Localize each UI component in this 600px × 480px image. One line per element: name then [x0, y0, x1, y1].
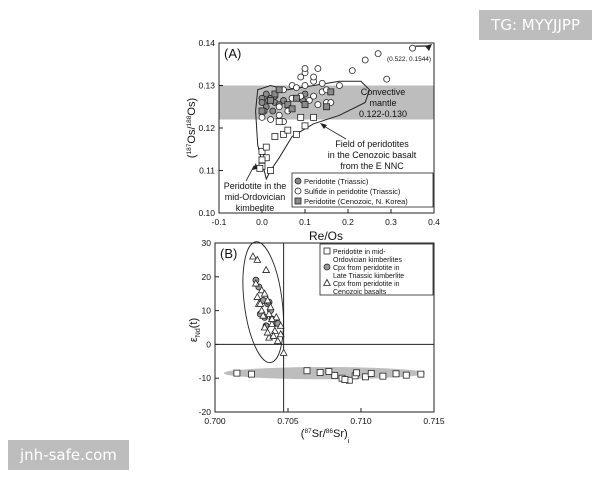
data-point: [324, 104, 330, 110]
panel-b-legend: [320, 244, 433, 296]
data-point: [263, 267, 270, 273]
x-label-part: Sr): [332, 428, 348, 440]
offscale-point: [410, 45, 416, 51]
data-point: [293, 95, 299, 101]
data-point: [328, 89, 334, 95]
data-point: [368, 370, 374, 376]
kimberlite-label-line: mid-Ordovician: [224, 192, 286, 202]
watermark-top-right: TG: MYYJJPP: [479, 10, 592, 40]
data-point: [259, 114, 265, 120]
data-point: [317, 369, 323, 375]
field-leader-arrowhead: [320, 123, 327, 129]
panel-a-x-tick-label: 0.0: [256, 217, 268, 227]
panel-b-y-axis-label: [188, 318, 202, 342]
data-point: [276, 87, 282, 93]
data-point: [289, 106, 295, 112]
data-point: [280, 349, 287, 355]
x-label-part: i: [347, 438, 350, 445]
panel-b-y-tick-label: 30: [201, 238, 211, 248]
panel-a-x-axis-label: Re/Os: [308, 229, 344, 243]
panel-a-y-tick-label: 0.14: [198, 38, 215, 48]
y-label-part: (: [186, 154, 198, 159]
data-point: [293, 131, 299, 137]
panel-a-y-tick-label: 0.10: [198, 208, 215, 218]
field-label-line: in the Cenozoic basalt: [327, 150, 417, 160]
offscale-arrowhead: [425, 44, 432, 51]
panel-a-y-tick-label: 0.12: [198, 123, 215, 133]
data-point: [311, 93, 317, 99]
legend-label-line: Peridotite in mid-: [333, 249, 386, 256]
panel-a-x-tick-label: 0.4: [428, 217, 440, 227]
watermark-bottom-left: jnh-safe.com: [8, 440, 129, 470]
x-label-part: 87: [304, 428, 312, 435]
panel-a-y-tick-label: 0.11: [199, 165, 215, 176]
legend-label-line: Late Triassic kimberlite: [333, 273, 405, 280]
band-label-line: Convective: [360, 87, 406, 97]
y-label-part: 188: [186, 115, 193, 127]
data-point: [342, 377, 348, 383]
panel-a-x-tick-label: 0.1: [299, 217, 311, 227]
panel-b-y-tick-label: 10: [201, 305, 211, 316]
y-label-part: ε: [188, 337, 200, 343]
legend-marker: [324, 264, 330, 270]
data-point: [270, 108, 276, 114]
legend-marker: [295, 178, 301, 184]
y-label-part: Nd: [195, 328, 202, 338]
legend-label-line: Cpx from peridotite in: [333, 265, 400, 272]
data-point: [293, 85, 299, 91]
panel-b-y-tick-label: 20: [201, 271, 211, 282]
data-point: [272, 134, 278, 140]
data-point: [304, 368, 310, 374]
panel-a-legend: [292, 173, 433, 207]
field-leader-line: [322, 125, 346, 139]
x-label-part: 86: [325, 428, 333, 435]
data-point: [311, 74, 317, 80]
panel-a-label: (A): [224, 46, 242, 61]
legend-marker: [295, 188, 301, 194]
data-point: [302, 102, 308, 108]
data-point: [362, 374, 368, 380]
data-point: [259, 108, 265, 114]
panel-a-x-tick-label: 0.3: [385, 217, 397, 227]
data-point: [349, 68, 355, 74]
data-point: [258, 307, 265, 313]
data-point: [336, 83, 342, 89]
panel-a-y-axis-label: [186, 98, 198, 158]
data-point: [315, 66, 321, 72]
panel-b-label: (B): [220, 246, 238, 261]
data-point: [276, 119, 282, 125]
data-point: [311, 114, 317, 120]
data-point: [319, 80, 325, 86]
data-point: [259, 157, 265, 163]
x-label-part: Sr/: [311, 428, 326, 440]
panel-a-y-tick-label: 0.13: [198, 80, 215, 91]
data-point: [380, 373, 386, 379]
legend-marker: [295, 198, 301, 204]
y-label-part: 187: [186, 143, 193, 155]
data-point: [249, 371, 255, 377]
panel-a: [186, 38, 440, 243]
offscale-point-label: (0.522, 0.1544): [387, 56, 432, 63]
panel-b-y-tick-label: -20: [198, 407, 211, 417]
field-label-line: from the E NNC: [340, 161, 404, 171]
panel-b-y-tick-label: -10: [198, 373, 211, 384]
kimberlite-label-line: kimberlite: [235, 203, 275, 213]
data-point: [285, 127, 291, 133]
data-point: [384, 76, 390, 82]
data-point: [234, 370, 240, 376]
data-point: [276, 104, 282, 110]
data-point: [302, 123, 308, 129]
x-label-part: (: [300, 428, 305, 440]
legend-marker: [324, 248, 330, 254]
data-point: [298, 114, 304, 120]
legend-label-line: Cenozoic basalts: [333, 289, 387, 296]
data-point: [268, 117, 274, 123]
data-point: [276, 112, 282, 118]
panel-b-y-tick-label: 0: [206, 339, 211, 350]
kimberlite-label-line: Peridotite in the: [223, 181, 287, 191]
data-point: [332, 372, 338, 378]
legend-label: Peridotite (Cenozoic, N. Korea): [304, 197, 408, 206]
y-label-part: Os): [186, 97, 198, 116]
data-point: [326, 368, 332, 374]
data-point: [354, 370, 360, 376]
panel-b-x-tick-label: 0.700: [204, 416, 226, 426]
panel-b-x-tick-label: 0.705: [277, 416, 299, 426]
y-label-part: Os/: [186, 126, 198, 144]
data-point: [263, 144, 269, 150]
band-label-line: mantle: [369, 98, 397, 108]
data-point: [268, 97, 274, 103]
data-point: [315, 102, 321, 108]
y-label-part: (t): [188, 317, 200, 329]
band-label-line: 0.122-0.130: [358, 109, 408, 119]
data-point: [418, 371, 424, 377]
data-point: [250, 253, 257, 259]
data-point: [393, 371, 399, 377]
legend-label: Peridotite (Triassic): [304, 177, 369, 186]
kimberlite-leader-arrowhead: [252, 163, 257, 170]
kimberlite-label: [224, 163, 287, 213]
panel-b-x-tick-label: 0.715: [423, 416, 445, 426]
data-point: [268, 168, 274, 174]
field-label: [320, 123, 417, 171]
kimberlite-leader-line: [246, 166, 254, 181]
data-point: [257, 165, 263, 171]
data-point: [375, 51, 381, 57]
panel-b: [188, 238, 445, 445]
panel-a-x-tick-label: 0.2: [342, 217, 354, 227]
data-point: [403, 372, 409, 378]
data-point: [302, 66, 308, 72]
legend-label-line: Cpx from peridotite in: [333, 281, 400, 288]
data-point: [298, 74, 304, 80]
data-point: [362, 57, 368, 63]
legend-label: Sulfide in peridotite (Triassic): [304, 187, 401, 196]
legend-label-line: Ordovician kimberlites: [333, 257, 402, 264]
data-point: [254, 294, 261, 300]
panel-b-x-tick-label: 0.710: [350, 416, 372, 426]
field-label-line: Field of peridotites: [335, 139, 409, 149]
panel-b-x-axis-label: [301, 428, 350, 445]
data-point: [302, 83, 308, 89]
panel-a-x-tick-label: -0.1: [211, 217, 227, 227]
